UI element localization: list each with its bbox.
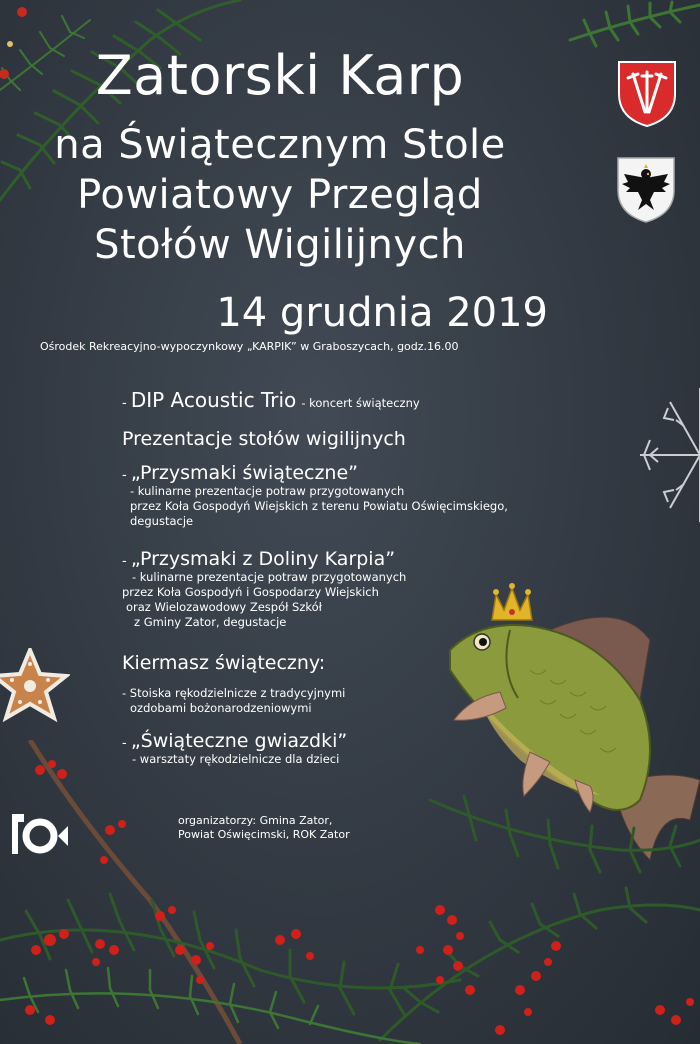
poster-title-line-1: Zatorski Karp [95,44,465,107]
program-item-concert: - DIP Acoustic Trio - koncert świąteczny [122,388,420,412]
item-desc-3: oraz Wielozawodowy Zespół Szkół [126,600,322,614]
item-desc-1: - warsztaty rękodzielnicze dla dzieci [132,752,340,766]
program-item-przysmaki-swiateczne: - „Przysmaki świąteczne” - kulinarne prezentacje potraw przygotowanych przez Koła Gospodyń Wiejskich z terenu Powiatu Oświęcimskiego, degustacje [122,462,508,528]
event-venue: Ośrodek Rekreacyjno-wypoczynkowy „KARPIK” w Graboszycach, godz.16.00 [40,340,459,353]
poster-title-line-2: na Świątecznym Stole [54,122,506,168]
concert-description: - koncert świąteczny [301,396,420,410]
event-date: 14 grudnia 2019 [216,290,548,336]
gingerbread-star-icon [0,648,70,728]
section-heading-fair: Kiermasz świąteczny: [122,652,326,674]
snowflake-icon [638,380,700,530]
fir-branch-top-right [560,0,700,60]
program-item-przysmaki-z-doliny-karpia: - „Przysmaki z Doliny Karpia” - kulinarne prezentacje potraw przygotowanych przez Koła Gospodyń i Gospodarzy Wiejskich oraz Wielozawodowy Zespół Szkół z Gminy Zator, degustacje [122,548,407,629]
item-desc-2: ozdobami bożonarodzeniowymi [130,701,312,715]
item-desc-4: z Gminy Zator, degustacje [134,615,287,629]
program-item-swiateczne-gwiazdki: - „Świąteczne gwiazdki” - warsztaty rękodzielnicze dla dzieci [122,730,348,766]
coat-of-arms-eagle-icon [616,156,676,224]
coat-of-arms-zator-icon [617,60,677,128]
section-heading-presentations: Prezentacje stołów wigilijnych [122,428,406,450]
pine-branches-bottom [0,740,700,1044]
concert-name: DIP Acoustic Trio [130,388,297,412]
organizers-line-2: Powiat Oświęcimski, ROK Zator [178,828,350,841]
item-title: „Świąteczne gwiazdki” [130,730,348,752]
poster-title-line-4: Stołów Wigilijnych [94,222,466,268]
item-desc-1: - kulinarne prezentacje potraw przygotowanych [130,484,405,498]
item-title: „Przysmaki z Doliny Karpia” [130,548,396,570]
organizers-line-1: organizatorzy: Gmina Zator, [178,814,333,827]
item-desc-3: degustacje [130,514,194,528]
item-desc-2: przez Koła Gospodyń Wiejskich z terenu Powiatu Oświęcimskiego, [130,499,508,513]
program-item-stoiska [122,686,345,716]
item-desc-1: - kulinarne prezentacje potraw przygotowanych [132,570,407,584]
item-title: „Przysmaki świąteczne” [130,462,359,484]
crown-icon [492,583,532,620]
poster-title-line-3: Powiatowy Przegląd [77,172,483,218]
item-desc-2: przez Koła Gospodyń i Gospodarzy Wiejskich [122,585,379,599]
item-desc-1: - Stoiska rękodzielnicze z tradycyjnymi [122,686,346,700]
